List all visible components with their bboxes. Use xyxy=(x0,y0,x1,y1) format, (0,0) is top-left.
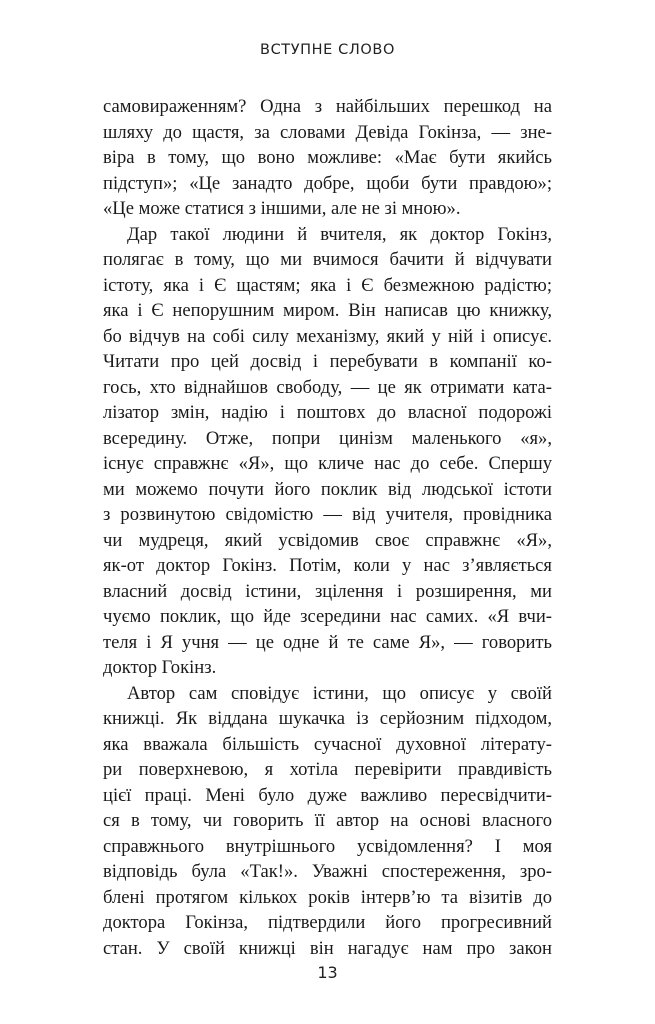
text-line: віра в тому, що воно можливе: «Має бути якийсь xyxy=(103,147,552,168)
text-line: всередину. Отже, попри цинізм маленького «я», xyxy=(103,427,552,449)
text-line: яка і Є непорушним миром. Він написав цю книжку, xyxy=(103,300,552,321)
paragraph-1 xyxy=(103,94,552,222)
text-line: цієї праці. Мені було дуже важливо пересвідчити- xyxy=(103,784,552,806)
text-line: з розвинутою свідомістю — від учителя, провідника xyxy=(103,504,552,525)
body-text xyxy=(103,94,552,961)
text-line: доктора Гокінза, підтвердили його прогресивний xyxy=(103,912,552,933)
text-line: як-от доктор Гокінз. Потім, коли у нас з’являється xyxy=(103,555,552,576)
text-line: ми можемо почути його поклик від людської істоти xyxy=(103,478,552,500)
text-line: чи мудреця, який усвідомив своє справжнє «Я», xyxy=(103,529,552,551)
text-line: теля і Я учня — це одне й те саме Я», — говорить xyxy=(103,631,552,653)
text-line: Дар такої людини й вчителя, як доктор Гокінз, xyxy=(127,223,552,245)
running-head: ВСТУПНЕ СЛОВО xyxy=(260,42,395,58)
text-line: Читати про цей досвід і перебувати в компанії ко- xyxy=(103,351,552,372)
text-line: підступ»; «Це занадто добре, щоби бути правдою»; xyxy=(103,172,552,194)
text-line: власний досвід істини, зцілення і розширення, ми xyxy=(103,580,552,602)
paragraph-3 xyxy=(103,681,552,962)
text-line: блені протягом кількох років інтерв’ю та візитів до xyxy=(103,886,552,908)
text-line: ри поверхневою, я хотіла перевірити правдивість xyxy=(103,759,552,780)
text-line: чуємо поклик, що йде зсередини нас самих. «Я вчи- xyxy=(103,606,552,627)
text-line: яка вважала більшість сучасної духовної літерату- xyxy=(103,733,552,755)
text-line: «Це може статися з іншими, але не зі мною». xyxy=(103,198,461,219)
text-line: справжнього внутрішнього усвідомлення? І моя xyxy=(103,835,552,857)
text-line: Автор сам сповідує істини, що описує у своїй xyxy=(127,682,552,704)
text-line: доктор Гокінз. xyxy=(103,657,217,678)
text-line: ся в тому, чи говорить її автор на основі власного xyxy=(103,810,552,831)
paragraph-2 xyxy=(103,222,552,681)
text-line: полягає в тому, що ми вчимося бачити й відчувати xyxy=(103,249,552,270)
text-line: гось, хто віднайшов свободу, — це як отримати ката- xyxy=(103,376,552,398)
text-line: самовираженням? Одна з найбільших перешкод на xyxy=(103,96,552,117)
text-line: шляху до щастя, за словами Девіда Гокінза, — зне- xyxy=(103,121,552,143)
text-line: бо відчув на собі силу механізму, який у ній і описує. xyxy=(103,325,552,347)
text-line: відповідь була «Так!». Уважні спостереження, зро- xyxy=(103,861,552,882)
text-line: книжці. Як віддана шукачка із серйозним підходом, xyxy=(103,708,552,729)
text-line: лізатор змін, надію і поштовх до власної подорожі xyxy=(103,402,552,423)
text-line: істоту, яка і Є щастям; яка і Є безмежною радістю; xyxy=(103,274,552,296)
text-line: існує справжнє «Я», що кличе нас до себе. Спершу xyxy=(103,453,552,474)
text-line: стан. У своїй книжці він нагадує нам про закон xyxy=(103,937,552,959)
page-number: 13 xyxy=(317,963,338,982)
